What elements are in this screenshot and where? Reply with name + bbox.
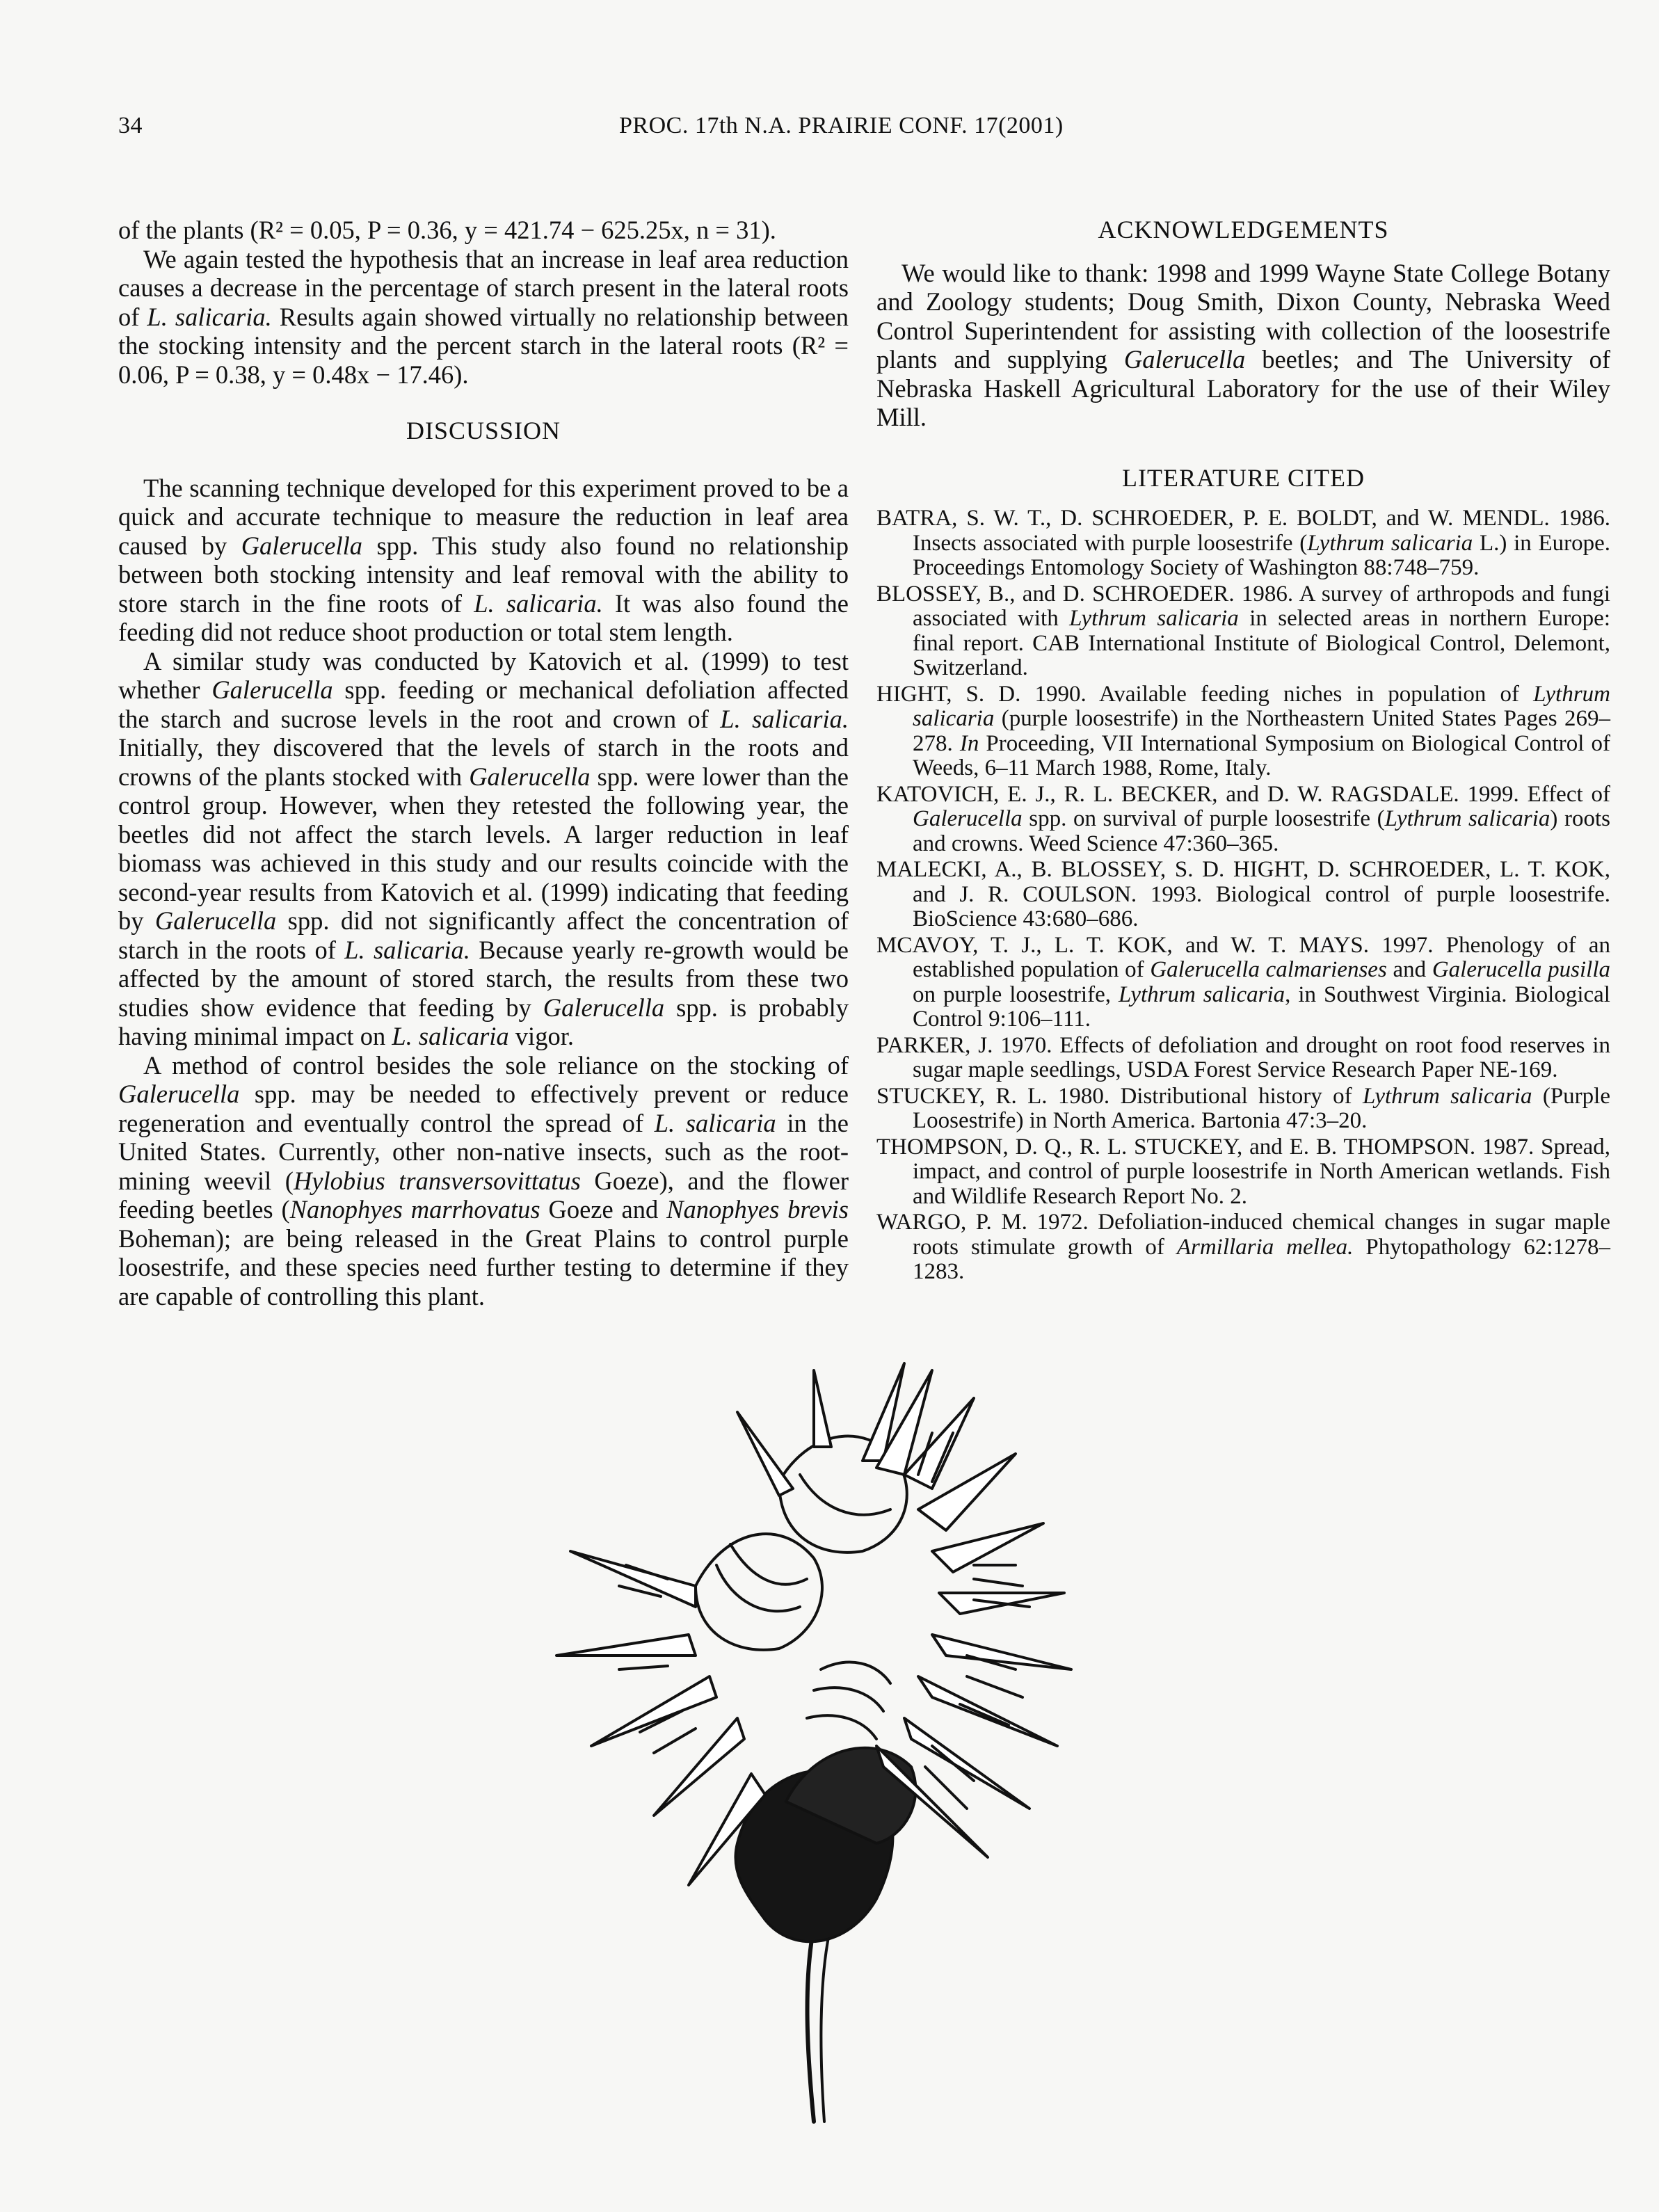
acknowledgements-paragraph: We would like to thank: 1998 and 1999 Wayne State College Botany and Zoology students; Doug Smith, Dixon County, Nebraska Weed Control Superintendent for assisting with collection of the loosestrife plants and supplying Galerucella beetles; and The University of Nebraska Haskell Agricultural Laboratory for the use of their Wiley Mill. [876,258,1611,431]
discussion-paragraph-1: The scanning technique developed for this experiment proved to be a quick and accurate technique to measure the reduction in leaf area caused by Galerucella spp. This study also found no relationship between both stocking intensity and leaf removal with the ability to store starch in the fine roots of L. salicaria. It was also found the feeding did not reduce shoot production or total stem length. [118,473,849,646]
right-column [876,216,1610,1286]
literature-cited-heading: LITERATURE CITED [1122,463,1365,492]
reference-parker: PARKER, J. 1970. Effects of defoliation and drought on root food reserves in sugar maple seedlings, USDA Forest Service Research Paper NE-169. [876,1032,1610,1082]
reference-wargo: WARGO, P. M. 1972. Defoliation-induced chemical changes in sugar maple roots stimulate growth of Armillaria mellea. Phytopathology 62:1278–1283. [876,1210,1610,1284]
reference-batra: BATRA, S. W. T., D. SCHROEDER, P. E. BOLDT, and W. MENDL. 1986. Insects associated with purple loosestrife (Lythrum salicaria L.) in Europe. Proceedings Entomology Society of Washington 88:748–759. [876,506,1611,580]
reference-stuckey: STUCKEY, R. L. 1980. Distributional history of Lythrum salicaria (Purple Loosestrife) in North America. Bartonia 47:3–20. [876,1083,1610,1133]
reference-thompson: THOMPSON, D. Q., R. L. STUCKEY, and E. B. THOMPSON. 1987. Spread, impact, and control of purple loosestrife in North American wetlands. Fish and Wildlife Research Report No. 2. [876,1134,1610,1209]
loosestrife-flower-spike-illustration [487,1356,1349,2135]
discussion-paragraph-3: A method of control besides the sole reliance on the stocking of Galerucella spp. may be needed to effectively prevent or reduce regeneration and eventually control the spread of L. salicaria in the United States. Currently, other non-native insects, such as the root-mining weevil (Hylobius transversovittatus Goeze), and the flower feeding beetles (Nanophyes marrhovatus Goeze and Nanophyes brevis Boheman); are being released in the Great Plains to control purple loosestrife, and these species need further testing to determine if they are capable of controlling this plant. [118,1050,849,1311]
reference-katovich: KATOVICH, E. J., R. L. BECKER, and D. W. RAGSDALE. 1999. Effect of Galerucella spp. on survival of purple loosestrife (Lythrum salicaria) roots and crowns. Weed Science 47:360–365. [876,781,1610,856]
page-number: 34 [118,113,143,138]
left-column [118,216,849,1311]
running-title: PROC. 17th N.A. PRAIRIE CONF. 17(2001) [619,113,1064,138]
results-paragraph-1: of the plants (R² = 0.05, P = 0.36, y = 421.74 − 625.25x, n = 31). [118,216,776,244]
acknowledgements-heading: ACKNOWLEDGEMENTS [1098,216,1389,243]
discussion-paragraph-2: A similar study was conducted by Katovich et al. (1999) to test whether Galerucella spp. feeding or mechanical defoliation affected the starch and sucrose levels in the root and crown of L. salicaria. Initially, they discovered that the levels of starch in the roots and crowns of the plants stocked with Galerucella spp. were lower than the control group. However, when they retested the following year, the beetles did not affect the starch levels. A larger reduction in leaf biomass was achieved in this study and our results coincide with the second-year results from Katovich et al. (1999) indicating that feeding by Galerucella spp. did not significantly affect the concentration of starch in the roots of L. salicaria. Because yearly re-growth would be affected by the amount of stored starch, the results from these two studies show evidence that feeding by Galerucella spp. is probably having minimal impact on L. salicaria vigor. [118,646,849,1050]
reference-mcavoy: MCAVOY, T. J., L. T. KOK, and W. T. MAYS. 1997. Phenology of an established population of Galerucella calmarienses and Galerucella pusilla on purple loosestrife, Lythrum salicaria, in Southwest Virginia. Biological Control 9:106–111. [876,932,1610,1032]
reference-malecki: MALECKI, A., B. BLOSSEY, S. D. HIGHT, D. SCHROEDER, L. T. KOK, and J. R. COULSON. 1993. Biological control of purple loosestrife. BioScience 43:680–686. [876,857,1610,931]
flower-spike-icon [487,1356,1349,2135]
results-paragraph-2: We again tested the hypothesis that an increase in leaf area reduction causes a decrease in the percentage of starch present in the lateral roots of L. salicaria. Results again showed virtually no relationship between the stocking intensity and the percent starch in the lateral roots (R² = 0.06, P = 0.38, y = 0.48x − 17.46). [118,244,849,389]
reference-blossey: BLOSSEY, B., and D. SCHROEDER. 1986. A survey of arthropods and fungi associated with Lythrum salicaria in selected areas in northern Europe: final report. CAB International Institute of Biological Control, Delemont, Switzerland. [876,581,1610,680]
page-header [118,113,1203,147]
discussion-heading: DISCUSSION [406,417,561,444]
reference-hight: HIGHT, S. D. 1990. Available feeding niches in population of Lythrum salicaria (purple loosestrife) in the Northeastern United States Pages 269–278. In Proceeding, VII International Symposium on Biological Control of Weeds, 6–11 March 1988, Rome, Italy. [876,681,1611,780]
